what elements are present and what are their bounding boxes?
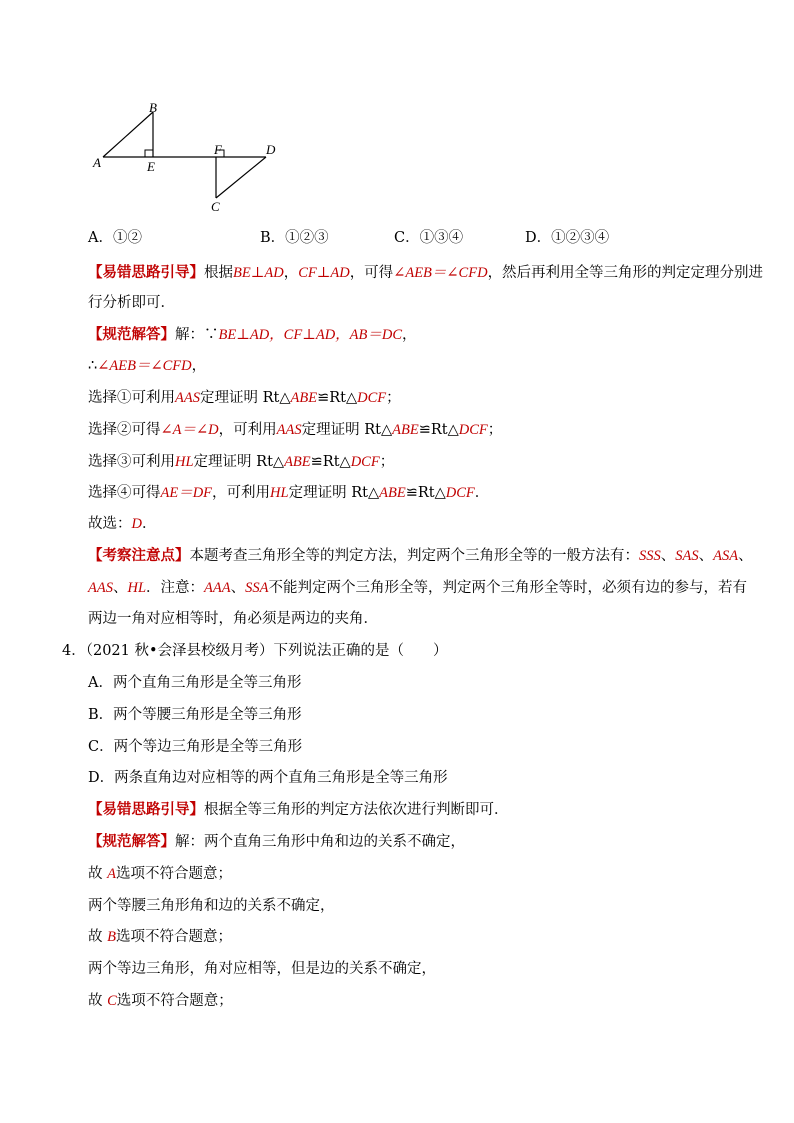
q3-choose-2 (88, 420, 502, 440)
q3-hint (88, 263, 763, 283)
answer-value: D (131, 516, 142, 532)
q3-option-b: B．①②③ (260, 230, 329, 246)
label-f: F (214, 142, 222, 157)
choose4-theorem: HL (270, 485, 289, 501)
note-sas: SAS (675, 548, 699, 564)
choose1-theorem: AAS (175, 390, 200, 406)
q4-sol4-option: B (107, 929, 116, 945)
choose2-angle: ∠A＝∠D (160, 422, 219, 438)
choose2-cong: ≌Rt△ (418, 422, 459, 438)
note-sep-5: 、 (230, 580, 246, 596)
q4-sol2-option: A (107, 866, 116, 882)
choose1-mid: 定理证明 Rt△ (199, 390, 291, 406)
note-aas: AAS (88, 580, 113, 596)
hint-text-3: ，然后再利用全等三角形的判定定理分别进 (487, 265, 764, 281)
q3-choose-4 (88, 483, 489, 503)
solution-angle-eq: ∠AEB＝∠CFD (97, 358, 192, 374)
choose2-triangle-1: ABE (392, 422, 419, 438)
q3-option-c: C．①③④ (394, 230, 464, 246)
solution-text-1: 解：∵ (175, 327, 219, 343)
q4-sol4-end: 选项不符合题意； (115, 929, 232, 945)
hint-tag: 【易错思路引导】 (88, 264, 204, 281)
choose3-end: ； (379, 454, 395, 470)
q4-stem: 4．（2021 秋•会泽县校级月考）下列说法正确的是（ ） (62, 643, 448, 659)
q4-hint (88, 800, 509, 820)
q3-choose-1 (88, 388, 401, 408)
choose1-pre: 选择①可利用 (88, 390, 175, 406)
choose4-pre: 选择④可得 (88, 485, 161, 501)
choose2-end: ； (487, 422, 503, 438)
q3-option-d: D．①②③④ (525, 230, 610, 246)
note-text-3: 不能判定两个三角形全等，判定两个三角形全等时，必须有边的参与，若有 (268, 580, 747, 596)
q4-option-a: A．两个直角三角形是全等三角形 (88, 675, 302, 691)
q3-solution-line-2 (88, 356, 206, 376)
choose4-end: ． (474, 485, 490, 501)
q4-solution-line-2 (88, 864, 232, 884)
q4-sol6-end: 选项不符合题意； (116, 993, 233, 1009)
choose3-pre: 选择③可利用 (88, 454, 175, 470)
q3-solution-line-1 (88, 325, 417, 345)
q4-sol2-end: 选项不符合题意； (115, 866, 232, 882)
choose1-end: ； (386, 390, 401, 406)
therefore-symbol: ∴ (88, 358, 98, 374)
note-text-1: 本题考查三角形全等的判定方法，判定两个三角形全等的一般方法有： (189, 548, 639, 564)
note-sep-2: 、 (698, 548, 714, 564)
solution-line-2-end: ， (191, 358, 207, 374)
note-sep-1: 、 (660, 548, 676, 564)
q4-hint-text: 根据全等三角形的判定方法依次进行判断即可． (204, 802, 509, 818)
hint-cf-ad: CF⊥AD (298, 265, 350, 281)
label-e: E (147, 159, 155, 174)
note-tag: 【考察注意点】 (88, 547, 190, 564)
hint-text-2: ，可得 (349, 265, 394, 281)
solution-given: BE⊥AD，CF⊥AD，AB＝DC (218, 327, 403, 343)
note-text-2: ．注意： (146, 580, 205, 596)
q4-solution-line-6 (88, 991, 233, 1011)
note-aaa: AAA (204, 580, 231, 596)
note-sss: SSS (639, 548, 661, 564)
hint-text-1: 根据 (204, 265, 233, 281)
choose2-pre: 选择②可得 (88, 422, 161, 438)
q4-option-c: C．两个等边三角形是全等三角形 (88, 739, 303, 755)
choose2-theorem: AAS (276, 422, 302, 438)
choose4-mid-2: 定理证明 Rt△ (288, 485, 380, 501)
right-angle-e (145, 150, 153, 157)
label-c: C (211, 199, 220, 214)
q4-option-b: B．两个等腰三角形是全等三角形 (88, 707, 302, 723)
q3-note-line-1 (88, 546, 753, 566)
hint-comma: ， (283, 265, 299, 281)
choose3-cong: ≌Rt△ (310, 454, 351, 470)
note-asa: ASA (713, 548, 739, 564)
choose3-theorem: HL (175, 454, 194, 470)
choose3-triangle-1: ABE (284, 454, 311, 470)
answer-end: ． (141, 516, 157, 532)
choose2-mid-2: 定理证明 Rt△ (301, 422, 393, 438)
note-ssa: SSA (245, 580, 269, 596)
choose1-cong: ≌Rt△ (317, 390, 358, 406)
choose3-mid: 定理证明 Rt△ (193, 454, 285, 470)
q3-choose-3 (88, 452, 394, 472)
label-b: B (149, 100, 157, 115)
q4-solution-line-1 (88, 832, 465, 852)
label-d: D (266, 142, 276, 157)
q4-solution-text-1: 解：两个直角三角形中角和边的关系不确定， (175, 834, 465, 850)
choose4-triangle-1: ABE (379, 485, 406, 501)
geometry-figure (88, 98, 288, 218)
q3-note-line-3: 两边一角对应相等时，角必须是两边的夹角． (88, 611, 378, 627)
choose2-mid-1: ，可利用 (218, 422, 277, 438)
q4-option-d: D．两条直角边对应相等的两个直角三角形是全等三角形 (88, 770, 448, 786)
q3-hint-line-2: 行分析即可． (88, 295, 175, 311)
geometry-diagram (88, 98, 288, 218)
q3-options (88, 228, 609, 248)
line-cd (216, 157, 266, 198)
choose4-mid-1: ，可利用 (212, 485, 271, 501)
choose1-triangle-2: DCF (357, 390, 387, 406)
q3-answer (88, 514, 156, 534)
q4-sol4-pre: 故 (88, 929, 108, 945)
note-sep-4: 、 (112, 580, 128, 596)
q4-solution-line-4 (88, 927, 232, 947)
q4-solution-tag: 【规范解答】 (88, 833, 175, 850)
note-sep-3: 、 (738, 548, 753, 564)
choose1-triangle-1: ABE (290, 390, 318, 406)
note-hl: HL (127, 580, 147, 596)
hint-be-ad: BE⊥AD (233, 265, 284, 281)
q4-sol6-option: C (107, 993, 117, 1009)
hint-angle-eq: ∠AEB＝∠CFD (393, 265, 488, 281)
q4-sol6-pre: 故 (88, 993, 108, 1009)
solution-tag: 【规范解答】 (88, 326, 175, 343)
choose4-cong: ≌Rt△ (405, 485, 446, 501)
choose2-triangle-2: DCF (458, 422, 488, 438)
q4-solution-line-5: 两个等边三角形，角对应相等，但是边的关系不确定， (88, 961, 436, 977)
choose4-equality: AE＝DF (160, 485, 213, 501)
q4-sol2-pre: 故 (88, 866, 108, 882)
q4-hint-tag: 【易错思路引导】 (88, 801, 204, 818)
q4-solution-line-3: 两个等腰三角形角和边的关系不确定， (88, 898, 335, 914)
q3-option-a: A．①② (88, 230, 142, 246)
label-a: A (93, 155, 101, 170)
choose4-triangle-2: DCF (445, 485, 475, 501)
q3-note-line-2 (88, 578, 747, 598)
choose3-triangle-2: DCF (350, 454, 380, 470)
answer-pre: 故选： (88, 516, 132, 532)
solution-text-1-end: ， (402, 327, 417, 343)
